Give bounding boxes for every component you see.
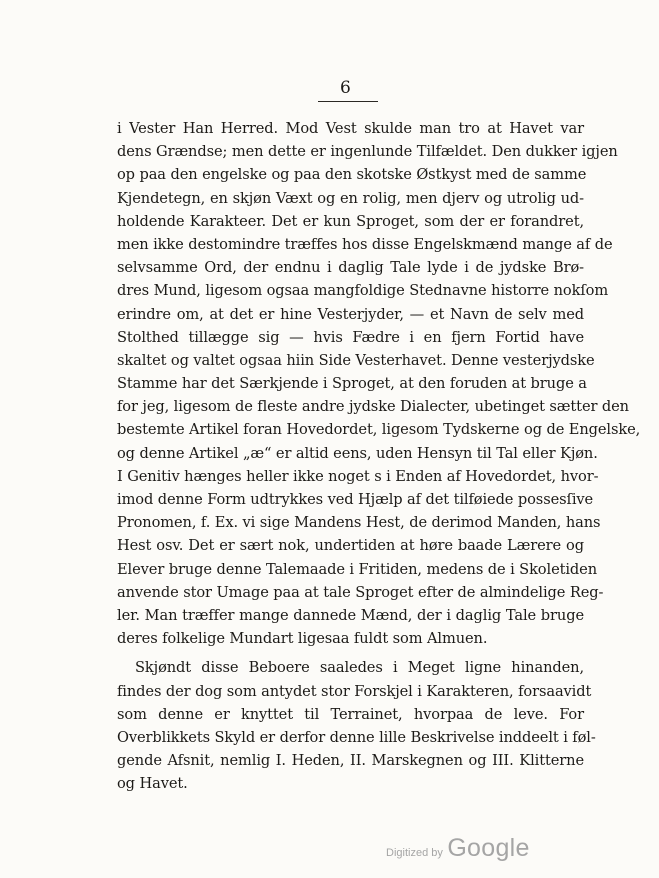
text-line: Pronomen, f. Ex. vi sige Mandens Hest, de derimod Manden, hans [117, 514, 601, 532]
text-line: skaltet og valtet ogsaa hiin Side Vesterhavet. Denne vesterjydske [117, 351, 595, 369]
text-line: deres folkelige Mundart ligesaa fuldt som Almuen. [117, 630, 488, 648]
text-line: men ikke destomindre træffes hos disse Engelskmænd mange af de [117, 235, 613, 253]
text-line: findes der dog som antydet stor Forskjel i Karakteren, forsaavidt [117, 682, 592, 700]
text-line: imod denne Form udtrykkes ved Hjælp af det tilføiede possesſive [117, 491, 594, 508]
text-line: Stolthed tillægge sig — hvis Fædre i en fjern Fortid have [117, 328, 584, 346]
text-line: for jeg, ligesom de fleste andre jydske Dialecter, ubetinget sætter den [117, 398, 629, 416]
text-line: Hest osv. Det er sært nok, undertiden at høre baade Lærere og [117, 537, 584, 555]
text-line: Overblikkets Skyld er derfor denne lille Beskrivelse inddeelt i føl- [117, 728, 596, 746]
text-line: holdende Karakteer. Det er kun Sproget, som der er forandret, [117, 212, 584, 230]
text-line: Kjendetegn, en skjøn Væxt og en rolig, men djerv og utrolig ud- [117, 189, 584, 207]
text-line: erindre om, at det er hine Vesterjyder, — et Navn de selv med [117, 305, 584, 323]
text-line: gende Afsnit, nemlig I. Heden, II. Marskegnen og III. Klitterne [117, 752, 584, 770]
text-line: ler. Man træffer mange dannede Mænd, der i daglig Tale bruge [117, 606, 584, 624]
text-line: Stamme har det Særkjende i Sproget, at den foruden at bruge a [117, 375, 587, 393]
text-line: i Vester Han Herred. Mod Vest skulde man tro at Havet var [117, 120, 584, 137]
watermark-prefix: Digitized by [386, 847, 443, 859]
text-line: op paa den engelske og paa den skotske Østkyst med de samme [117, 166, 587, 184]
text-line: selvsamme Ord, der endnu i daglig Tale lyde i de jydske Brø- [117, 259, 584, 277]
text-line: Elever bruge denne Talemaade i Fritiden, medens de i Skoletiden [117, 560, 598, 578]
text-line: anvende stor Umage paa at tale Sproget efter de almindelige Reg- [117, 583, 604, 601]
header-rule [318, 101, 378, 102]
digitized-by-google-watermark [386, 834, 530, 863]
text-line: og denne Artikel „æ“ er altid eens, uden Hensyn til Tal eller Kjøn. [117, 444, 598, 462]
text-line: dres Mund, ligesom ogsaa mangfoldige Stednavne historre nokſom [117, 282, 609, 300]
text-line: og Havet. [117, 775, 188, 793]
text-line: dens Grændse; men dette er ingenlunde Tilfældet. Den dukker igjen [117, 143, 618, 161]
text-line: som denne er knyttet til Terrainet, hvorpaa de leve. For [117, 705, 584, 723]
page-number: 6 [340, 78, 351, 98]
text-line: I Genitiv hænges heller ikke noget s i Enden af Hovedordet, hvor- [117, 467, 599, 485]
body-text [117, 117, 641, 795]
google-logo: Google [447, 834, 530, 862]
text-line: Skjøndt disse Beboere saaledes i Meget ligne hinanden, [135, 659, 584, 677]
text-line: bestemte Artikel foran Hovedordet, ligesom Tydskerne og de Engelske, [117, 421, 641, 439]
